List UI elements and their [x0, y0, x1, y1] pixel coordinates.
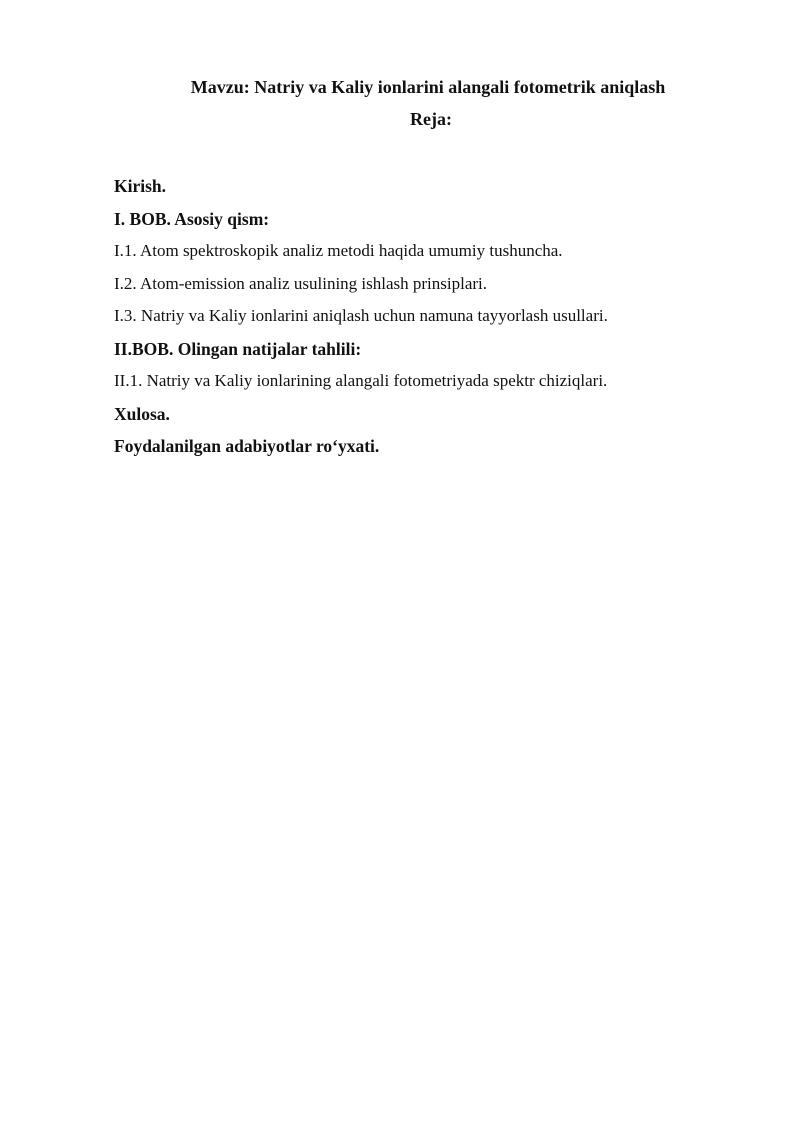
toc-item-section-1-1: I.1. Atom spektroskopik analiz metodi haqida umumiy tushuncha.: [114, 241, 563, 260]
toc-item-introduction: Kirish.: [114, 176, 167, 196]
toc-item-section-2-1: II.1. Natriy va Kaliy ionlarining alangali fotometriyada spektr chiziqlari.: [114, 371, 608, 390]
toc-item-conclusion: Xulosa.: [114, 403, 170, 424]
plan-heading: Reja:: [410, 109, 452, 129]
toc-item-chapter-2: II.BOB. Olingan natijalar tahlili:: [114, 338, 362, 359]
toc-item-section-1-3: I.3. Natriy va Kaliy ionlarini aniqlash uchun namuna tayyorlash usullari.: [114, 306, 608, 325]
toc-item-chapter-1: I. BOB. Asosiy qism:: [114, 208, 270, 229]
document-title: Mavzu: Natriy va Kaliy ionlarini alangali fotometrik aniqlash: [190, 77, 666, 97]
toc-item-section-1-2: I.2. Atom-emission analiz usulining ishlash prinsiplari.: [114, 273, 488, 293]
table-of-contents: [114, 173, 754, 466]
toc-item-references: Foydalanilgan adabiyotlar ro‘yxati.: [114, 436, 380, 456]
